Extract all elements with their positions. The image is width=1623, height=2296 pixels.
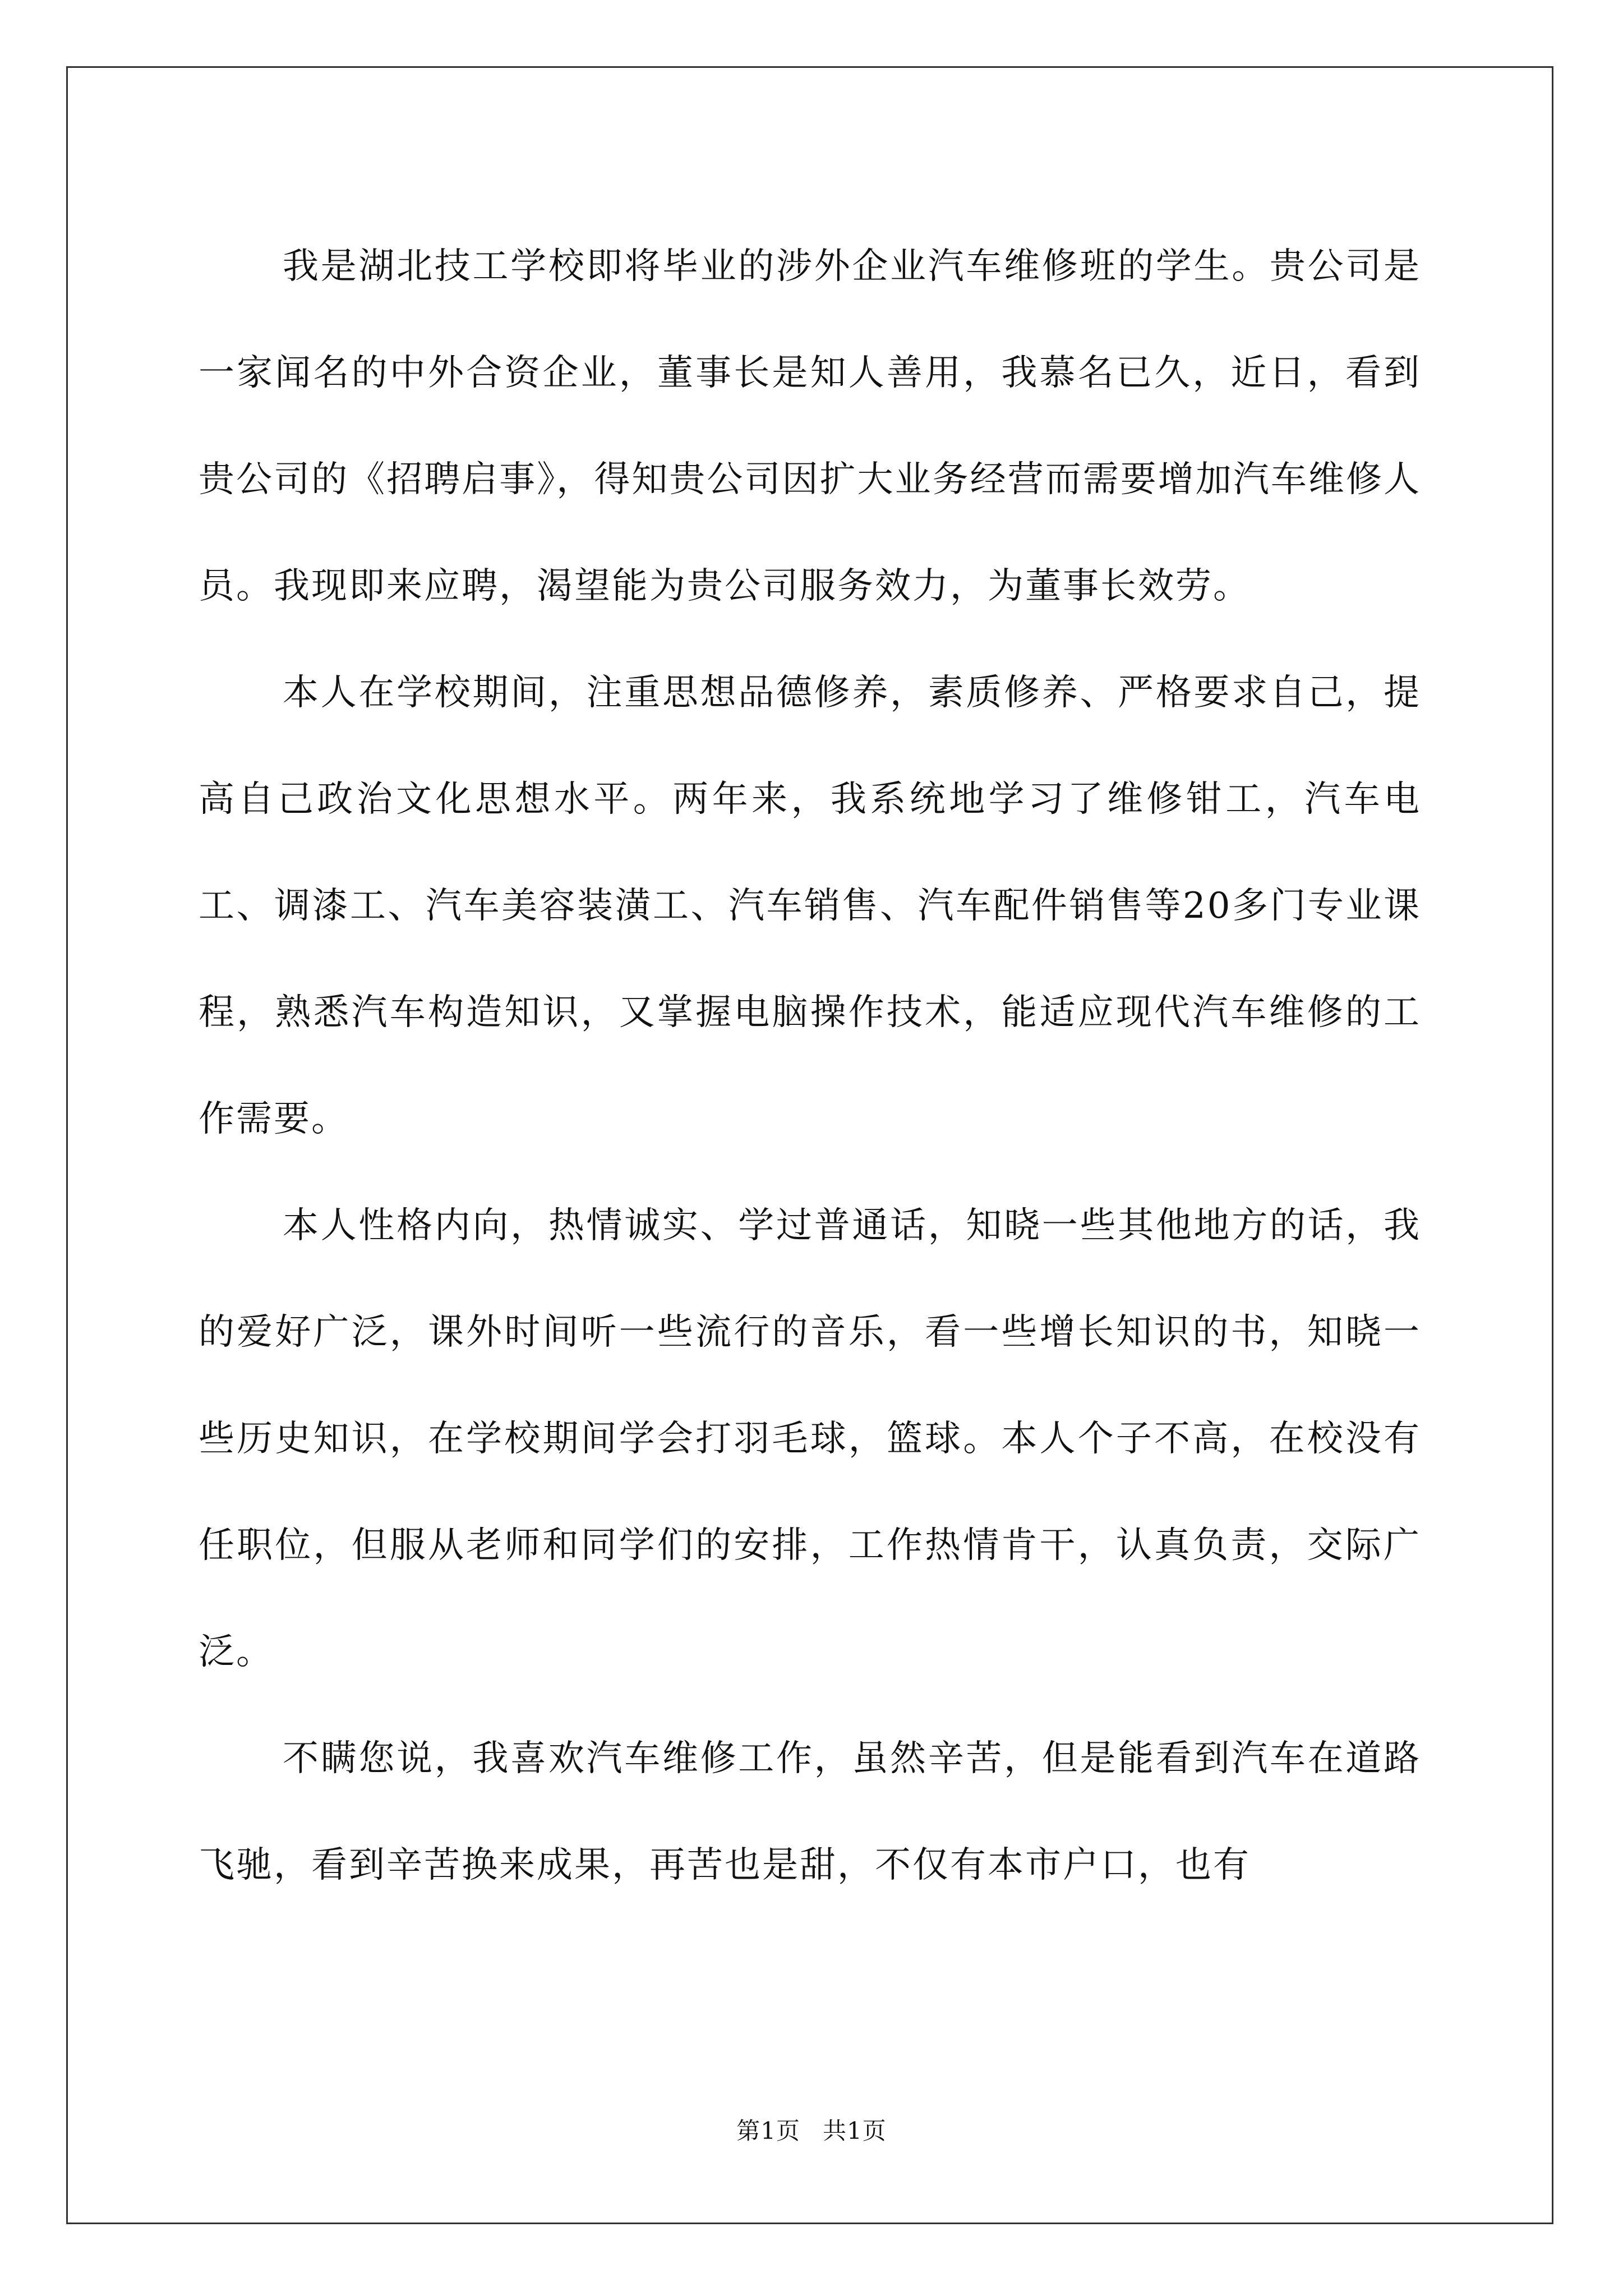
document-body bbox=[199, 213, 1421, 1918]
paragraph-3: 本人性格内向，热情诚实、学过普通话，知晓一些其他地方的话，我的爱好广泛，课外时间听一些流行的音乐，看一些增长知识的书，知晓一些历史知识，在学校期间学会打羽毛球，篮球。本人个子不高，在校没有任职位，但服从老师和同学们的安排，工作热情肯干，认真负责，交际广泛。 bbox=[199, 1205, 1421, 1673]
page-number: 第1页 bbox=[736, 2117, 800, 2145]
paragraph-1: 我是湖北技工学校即将毕业的涉外企业汽车维修班的学生。贵公司是一家闻名的中外合资企业，董事长是知人善用，我慕名已久，近日，看到贵公司的《招聘启事》，得知贵公司因扩大业务经营而需要增加汽车维修人员。我现即来应聘，渴望能为贵公司服务效力，为董事长效劳。 bbox=[199, 246, 1421, 607]
paragraph-4: 不瞒您说，我喜欢汽车维修工作，虽然辛苦，但是能看到汽车在道路飞驰，看到辛苦换来成果，再苦也是甜，不仅有本市户口，也有 bbox=[199, 1738, 1421, 1886]
page-total: 共1页 bbox=[823, 2117, 887, 2145]
paragraph-2: 本人在学校期间，注重思想品德修养，素质修养、严格要求自己，提高自己政治文化思想水平。两年来，我系统地学习了维修钳工，汽车电工、调漆工、汽车美容装潢工、汽车销售、汽车配件销售等20多门专业课程，熟悉汽车构造知识，又掌握电脑操作技术，能适应现代汽车维修的工作需要。 bbox=[199, 672, 1421, 1140]
page-footer bbox=[0, 2113, 1623, 2146]
